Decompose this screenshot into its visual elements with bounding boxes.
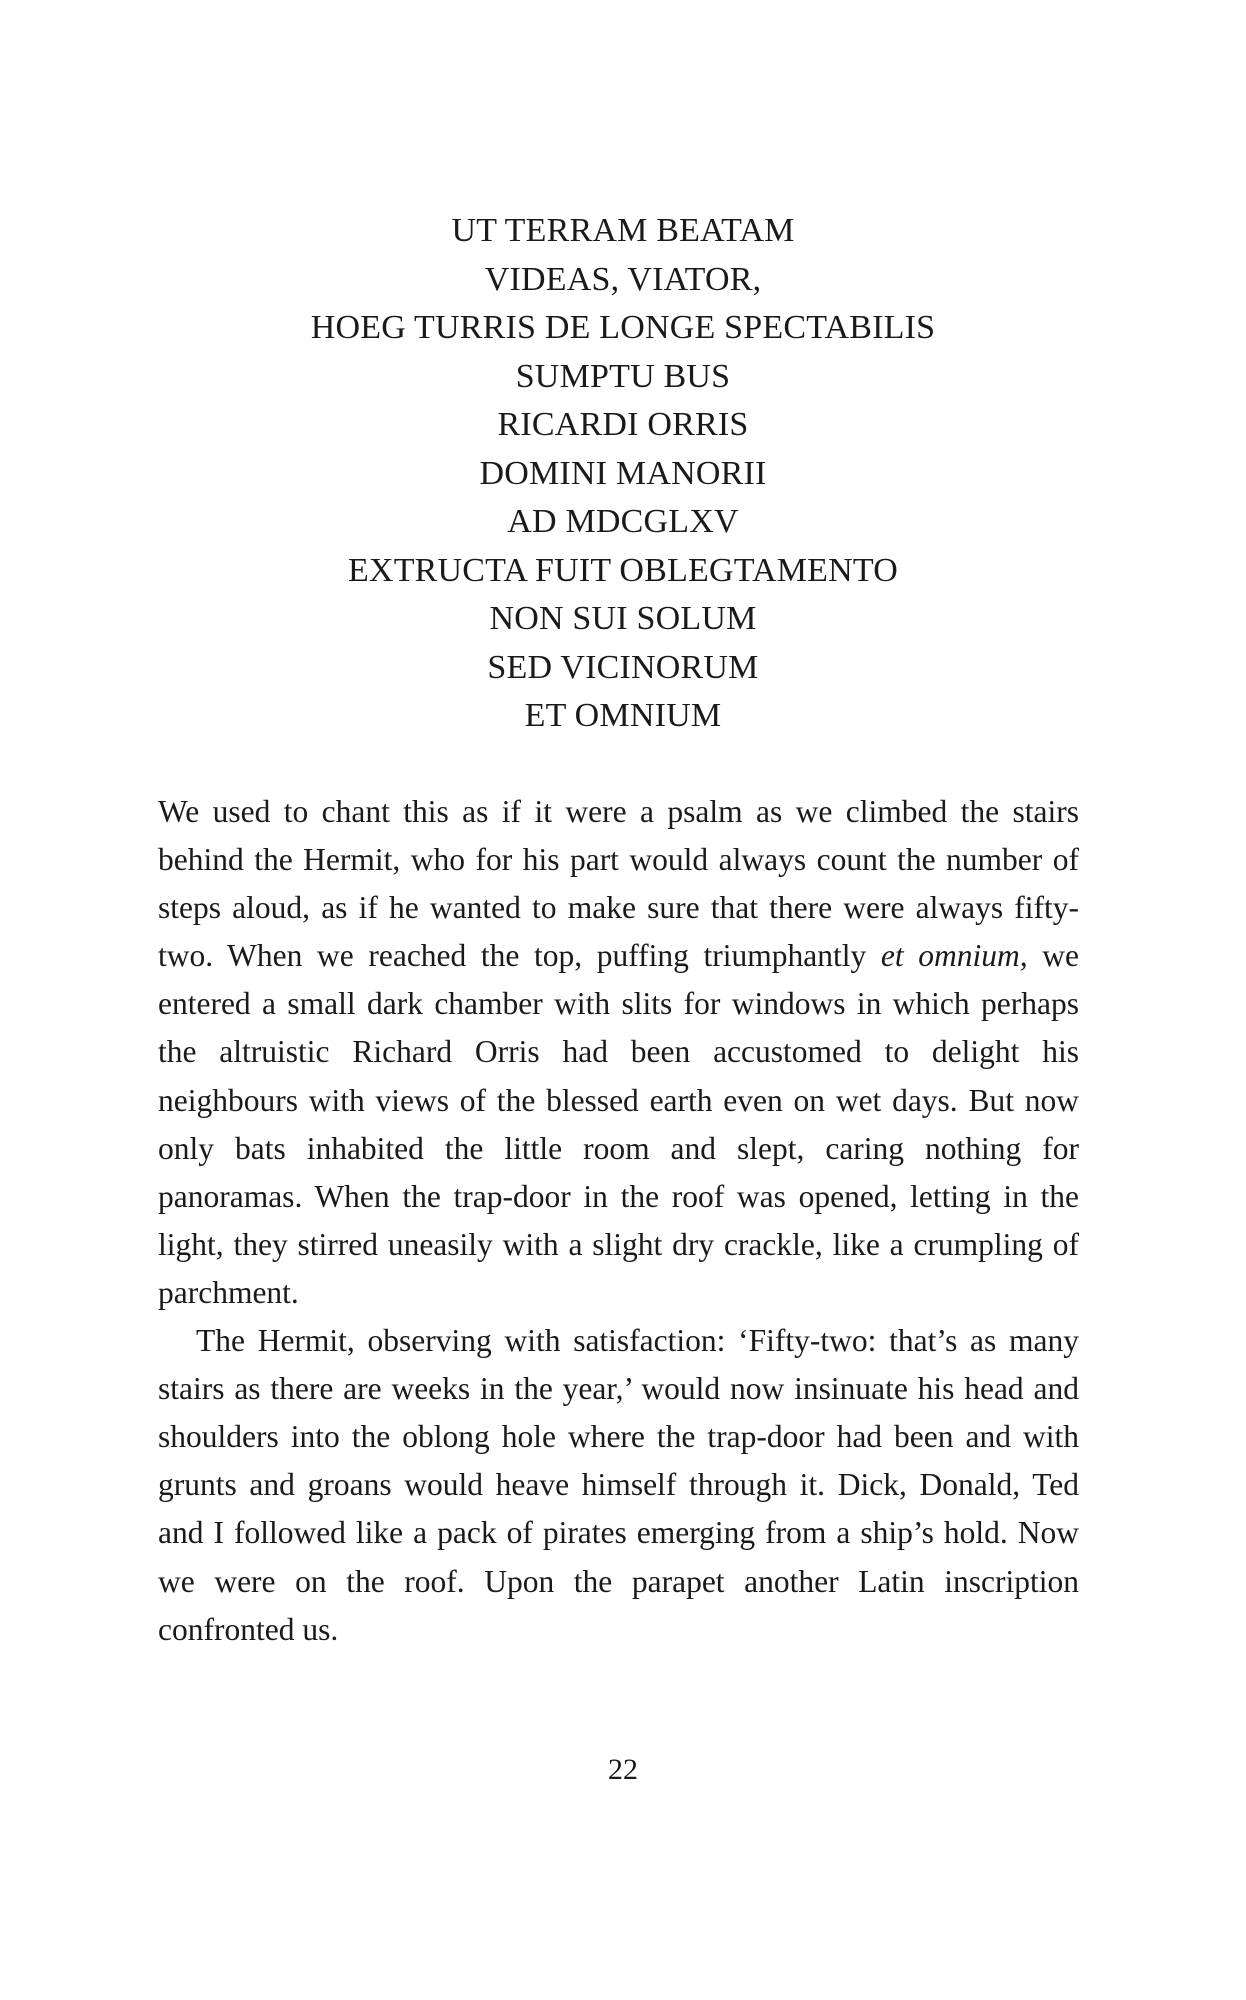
- italic-phrase: et omnium,: [880, 938, 1028, 974]
- inscription-line: HOEG TURRIS DE LONGE SPECTABILIS: [310, 309, 936, 346]
- page-number: 22: [608, 1753, 638, 1786]
- inscription-line: UT TERRAM BEATAM: [451, 212, 795, 249]
- inscription-line: SUMPTU BUS: [515, 357, 731, 395]
- inscription-line: AD MDCGLXV: [507, 503, 739, 540]
- inscription-line: EXTRUCTA FUIT OBLEGTAMENTO: [347, 551, 899, 589]
- inscription-line: ET OMNIUM: [524, 697, 722, 734]
- inscription-line: SED VICINORUM: [487, 648, 759, 686]
- inscription-line: NON SUI SOLUM: [489, 600, 757, 637]
- body-text: [158, 788, 1079, 1654]
- paragraph-2: The Hermit, observing with satisfaction: ‘Fifty-two: that’s as many stairs as there are weeks in the year,’ would now insinuate his head and shoulders into the oblong hole where the trap-door had been and with grunts and groans would heave himself through it. Dick, Donald, Ted and I followed like a pack of pirates emerging from a ship’s hold. Now we were on the roof. Upon the parapet another Latin inscription confronted us.: [158, 1323, 1079, 1647]
- paragraph-1-text-continued: we entered a small dark chamber with slits for windows in which perhaps the altruistic Richard Orris had been accustomed to delight his neighbours with views of the blessed earth even on wet days. But now only bats inhabited the little room and slept, caring nothing for panoramas. When the trap-door in the roof was opened, letting in the light, they stirred uneasily with a slight dry crackle, like a crumpling of parchment.: [158, 938, 1079, 1310]
- latin-inscription: [160, 207, 1086, 741]
- paragraph-1-text: We used to chant this as if it were a psalm as we climbed the stairs behind the Hermit, who for his part would always count the number of steps aloud, as if he wanted to make sure that there were always fifty-two. When we reached the top, puffing triumphantly: [158, 794, 1079, 974]
- inscription-line: VIDEAS, VIATOR,: [484, 260, 762, 298]
- paragraph-1: [158, 788, 1079, 1317]
- inscription-line: RICARDI ORRIS: [497, 406, 749, 443]
- inscription-line: DOMINI MANORII: [479, 454, 767, 492]
